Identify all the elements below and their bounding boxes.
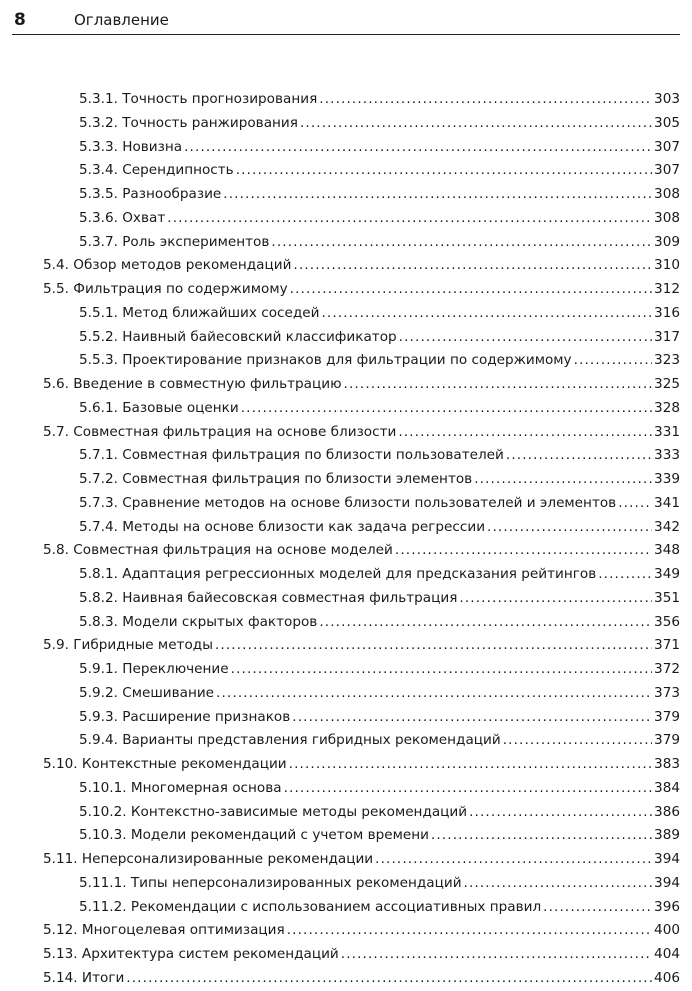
- toc-page-number: 351: [654, 589, 680, 606]
- page-header: [12, 8, 680, 35]
- running-title: Оглавление: [74, 11, 169, 29]
- dot-leader: [236, 159, 652, 183]
- dot-leader: [399, 326, 652, 350]
- dot-leader: [344, 373, 653, 397]
- toc-entry-title: 5.4. Обзор методов рекомендаций: [43, 257, 292, 274]
- toc-entry-body: [43, 539, 654, 563]
- toc-subsection-entry[interactable]: [43, 112, 680, 136]
- toc-subsection-entry[interactable]: [43, 777, 680, 801]
- dot-leader: [287, 919, 652, 943]
- toc-entry-title: 5.8.3. Модели скрытых факторов: [79, 613, 318, 630]
- toc-entry-body: [79, 159, 654, 183]
- toc-entry-body: [43, 943, 654, 967]
- toc-entry-title: 5.5. Фильтрация по содержимому: [43, 281, 288, 297]
- dot-leader: [126, 967, 652, 991]
- toc-subsection-entry[interactable]: [43, 207, 680, 231]
- toc-subsection-entry[interactable]: [43, 824, 680, 848]
- toc-subsection-entry[interactable]: [43, 729, 680, 753]
- dot-leader: [241, 397, 652, 421]
- dot-leader: [290, 278, 652, 302]
- toc-page-number: 389: [654, 827, 680, 844]
- toc-subsection-entry[interactable]: [43, 682, 680, 706]
- toc-page-number: 308: [654, 209, 680, 226]
- toc-entry-title: 5.10.3. Модели рекомендаций с учетом времени: [79, 827, 429, 844]
- toc-page-number: 404: [654, 946, 680, 962]
- toc-entry-body: [79, 824, 654, 848]
- toc-section-entry[interactable]: [43, 967, 680, 991]
- toc-entry-body: [43, 421, 654, 445]
- toc-entry-title: 5.11. Неперсонализированные рекомендации: [43, 851, 374, 867]
- toc-page-number: 386: [654, 803, 680, 820]
- dot-leader: [319, 88, 652, 112]
- toc-subsection-entry[interactable]: [43, 896, 680, 920]
- toc-entry-title: 5.3.7. Роль экспериментов: [79, 233, 270, 250]
- dot-leader: [574, 349, 652, 373]
- toc-subsection-entry[interactable]: [43, 349, 680, 373]
- toc-page-number: 383: [654, 756, 680, 772]
- toc-section-entry[interactable]: [43, 848, 680, 872]
- toc-page-number: 394: [654, 851, 680, 867]
- dot-leader: [167, 207, 652, 231]
- toc-entry-body: [79, 658, 654, 682]
- toc-page-number: 308: [654, 186, 680, 202]
- toc-entry-title: 5.6.1. Базовые оценки: [79, 399, 239, 416]
- dot-leader: [341, 943, 652, 967]
- toc-entry-body: [79, 326, 654, 350]
- toc-entry-body: [43, 373, 654, 397]
- toc-entry-body: [79, 349, 654, 373]
- toc-subsection-entry[interactable]: [43, 159, 680, 183]
- toc-page-number: 310: [654, 257, 680, 274]
- toc-subsection-entry[interactable]: [43, 444, 680, 468]
- dot-leader: [271, 231, 652, 255]
- toc-subsection-entry[interactable]: [43, 563, 680, 587]
- dot-leader: [464, 872, 653, 896]
- toc-entry-body: [79, 777, 654, 801]
- toc-entry-title: 5.5.1. Метод ближайших соседей: [79, 304, 320, 321]
- toc-page-number: 328: [654, 399, 680, 416]
- toc-entry-title: 5.11.1. Типы неперсонализированных рекомендаций: [79, 874, 462, 891]
- dot-leader: [459, 587, 652, 611]
- toc-subsection-entry[interactable]: [43, 231, 680, 255]
- toc-entry-body: [43, 634, 654, 658]
- toc-page-number: 373: [654, 684, 680, 701]
- toc-subsection-entry[interactable]: [43, 302, 680, 326]
- toc-section-entry[interactable]: [43, 421, 680, 445]
- dot-leader: [231, 658, 652, 682]
- toc-page-number: 379: [654, 708, 680, 725]
- toc-entry-title: 5.8. Совместная фильтрация на основе моделей: [43, 542, 393, 559]
- dot-leader: [300, 112, 652, 136]
- toc-section-entry[interactable]: [43, 943, 680, 967]
- toc-entry-title: 5.7.1. Совместная фильтрация по близости пользователей: [79, 447, 504, 464]
- toc-entry-body: [79, 587, 654, 611]
- dot-leader: [319, 611, 652, 635]
- toc-entry-title: 5.10.1. Многомерная основа: [79, 779, 282, 796]
- toc-entry-body: [43, 753, 654, 777]
- toc-subsection-entry[interactable]: [43, 136, 680, 160]
- toc-entry-title: 5.9.1. Переключение: [79, 661, 229, 677]
- toc-subsection-entry[interactable]: [43, 88, 680, 112]
- toc-page-number: 303: [654, 91, 680, 107]
- table-of-contents: [43, 88, 680, 991]
- dot-leader: [618, 492, 652, 516]
- toc-page-number: 341: [654, 494, 680, 511]
- toc-entry-title: 5.11.2. Рекомендации с использованием ассоциативных правил: [79, 898, 542, 915]
- toc-entry-body: [43, 919, 654, 943]
- toc-subsection-entry[interactable]: [43, 326, 680, 350]
- toc-entry-body: [79, 468, 654, 492]
- toc-subsection-entry[interactable]: [43, 587, 680, 611]
- toc-entry-body: [79, 611, 654, 635]
- toc-entry-body: [79, 136, 654, 160]
- toc-section-entry[interactable]: [43, 753, 680, 777]
- toc-entry-body: [43, 967, 654, 991]
- toc-subsection-entry[interactable]: [43, 397, 680, 421]
- toc-page-number: 356: [654, 613, 680, 630]
- toc-page-number: 312: [654, 281, 680, 297]
- toc-entry-title: 5.9.3. Расширение признаков: [79, 708, 291, 725]
- toc-page-number: 400: [654, 922, 680, 939]
- toc-entry-body: [79, 563, 654, 587]
- toc-entry-body: [79, 88, 654, 112]
- toc-entry-title: 5.14. Итоги: [43, 969, 125, 986]
- dot-leader: [321, 302, 652, 326]
- toc-entry-title: 5.5.3. Проектирование признаков для фильтрации по содержимому: [79, 352, 572, 369]
- toc-entry-title: 5.13. Архитектура систем рекомендаций: [43, 946, 339, 962]
- toc-entry-body: [79, 207, 654, 231]
- toc-page-number: 307: [654, 162, 680, 179]
- toc-entry-title: 5.9.4. Варианты представления гибридных рекомендаций: [79, 732, 501, 749]
- toc-subsection-entry[interactable]: [43, 872, 680, 896]
- toc-subsection-entry[interactable]: [43, 516, 680, 540]
- dot-leader: [469, 801, 652, 825]
- toc-section-entry[interactable]: [43, 919, 680, 943]
- toc-entry-title: 5.7. Совместная фильтрация на основе близости: [43, 423, 397, 440]
- toc-entry-title: 5.9.2. Смешивание: [79, 684, 215, 701]
- toc-entry-body: [79, 183, 654, 207]
- dot-leader: [598, 563, 652, 587]
- dot-leader: [216, 682, 652, 706]
- dot-leader: [223, 183, 652, 207]
- toc-entry-title: 5.8.1. Адаптация регрессионных моделей для предсказания рейтингов: [79, 566, 597, 582]
- toc-entry-body: [79, 516, 654, 540]
- dot-leader: [292, 706, 652, 730]
- toc-entry-title: 5.9. Гибридные методы: [43, 637, 213, 654]
- toc-section-entry[interactable]: [43, 634, 680, 658]
- dot-leader: [215, 634, 652, 658]
- toc-subsection-entry[interactable]: [43, 492, 680, 516]
- toc-entry-title: 5.10. Контекстные рекомендации: [43, 756, 287, 772]
- toc-page-number: 396: [654, 898, 680, 915]
- toc-entry-body: [79, 872, 654, 896]
- page-number: 8: [14, 10, 26, 30]
- toc-entry-title: 5.3.1. Точность прогнозирования: [79, 91, 318, 107]
- toc-page-number: 371: [654, 637, 680, 654]
- dot-leader: [395, 539, 652, 563]
- toc-section-entry[interactable]: [43, 254, 680, 278]
- dot-leader: [375, 848, 652, 872]
- toc-page-number: 323: [654, 352, 680, 369]
- toc-entry-body: [79, 492, 654, 516]
- toc-entry-title: 5.8.2. Наивная байесовская совместная фильтрация: [79, 589, 458, 606]
- dot-leader: [398, 421, 652, 445]
- toc-entry-body: [79, 682, 654, 706]
- dot-leader: [289, 753, 652, 777]
- toc-page-number: 317: [654, 328, 680, 345]
- toc-subsection-entry[interactable]: [43, 706, 680, 730]
- toc-section-entry[interactable]: [43, 373, 680, 397]
- toc-entry-title: 5.7.2. Совместная фильтрация по близости элементов: [79, 471, 473, 487]
- toc-page-number: 379: [654, 732, 680, 749]
- toc-page-number: 342: [654, 518, 680, 535]
- dot-leader: [184, 136, 652, 160]
- toc-entry-title: 5.3.4. Серендипность: [79, 162, 234, 179]
- toc-page-number: 325: [654, 376, 680, 392]
- dot-leader: [431, 824, 652, 848]
- toc-subsection-entry[interactable]: [43, 183, 680, 207]
- toc-page-number: 307: [654, 138, 680, 155]
- toc-entry-title: 5.10.2. Контекстно-зависимые методы рекомендаций: [79, 803, 468, 820]
- toc-entry-title: 5.6. Введение в совместную фильтрацию: [43, 376, 342, 392]
- toc-entry-title: 5.12. Многоцелевая оптимизация: [43, 922, 285, 939]
- toc-page-number: 333: [654, 447, 680, 464]
- toc-section-entry[interactable]: [43, 278, 680, 302]
- dot-leader: [293, 254, 652, 278]
- toc-entry-body: [79, 801, 654, 825]
- toc-entry-title: 5.3.6. Охват: [79, 209, 166, 226]
- toc-subsection-entry[interactable]: [43, 611, 680, 635]
- toc-page-number: 331: [654, 423, 680, 440]
- toc-page-number: 309: [654, 233, 680, 250]
- toc-entry-title: 5.3.5. Разнообразие: [79, 186, 222, 202]
- toc-entry-body: [79, 302, 654, 326]
- toc-page-number: 339: [654, 471, 680, 487]
- toc-entry-title: 5.3.3. Новизна: [79, 138, 183, 155]
- toc-entry-title: 5.5.2. Наивный байесовский классификатор: [79, 328, 397, 345]
- toc-entry-body: [79, 444, 654, 468]
- toc-page-number: 394: [654, 874, 680, 891]
- toc-page-number: 384: [654, 779, 680, 796]
- toc-subsection-entry[interactable]: [43, 801, 680, 825]
- toc-entry-title: 5.7.3. Сравнение методов на основе близости пользователей и элементов: [79, 494, 617, 511]
- dot-leader: [503, 729, 652, 753]
- toc-entry-body: [79, 706, 654, 730]
- toc-subsection-entry[interactable]: [43, 468, 680, 492]
- toc-entry-body: [79, 112, 654, 136]
- dot-leader: [506, 444, 652, 468]
- toc-entry-body: [79, 397, 654, 421]
- dot-leader: [284, 777, 652, 801]
- toc-entry-body: [79, 729, 654, 753]
- toc-page-number: 348: [654, 542, 680, 559]
- toc-entry-title: 5.3.2. Точность ранжирования: [79, 114, 298, 131]
- toc-entry-body: [79, 896, 654, 920]
- toc-entry-title: 5.7.4. Методы на основе близости как задача регрессии: [79, 518, 486, 535]
- toc-page-number: 305: [654, 114, 680, 131]
- toc-entry-body: [43, 848, 654, 872]
- dot-leader: [543, 896, 652, 920]
- toc-entry-body: [43, 278, 654, 302]
- toc-entry-body: [43, 254, 654, 278]
- toc-section-entry[interactable]: [43, 539, 680, 563]
- toc-page-number: 316: [654, 304, 680, 321]
- toc-page-number: 406: [654, 969, 680, 986]
- toc-page-number: 372: [654, 661, 680, 677]
- toc-page-number: 349: [654, 566, 680, 582]
- dot-leader: [474, 468, 652, 492]
- toc-subsection-entry[interactable]: [43, 658, 680, 682]
- toc-entry-body: [79, 231, 654, 255]
- dot-leader: [487, 516, 652, 540]
